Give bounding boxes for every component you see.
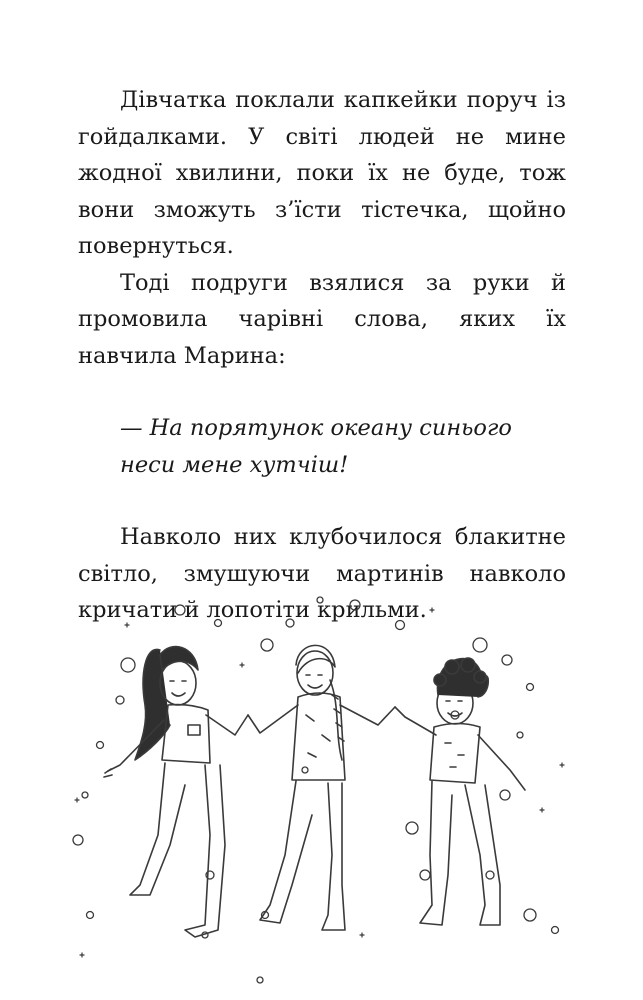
quote-dash: — [120, 415, 143, 441]
girl-right-figure [395, 658, 525, 925]
quote-line-1: На порятунок океану синього [149, 415, 512, 441]
girl-middle-figure [248, 645, 395, 930]
paragraph-3: Навколо них клубочилося блакитне світло, змушуючи мартинів навколо кричати й лопотіти крильми. [78, 524, 566, 623]
three-girls-holding-hands-illustration [60, 585, 590, 995]
paragraph-2: Тоді подруги взялися за руки й промовила чарівні слова, яких їх навчила Марина: [78, 269, 566, 369]
quote-line-2: неси мене хутчіш! [120, 451, 349, 478]
girl-left-figure [104, 647, 248, 937]
paragraph-1: Дівчатка поклали капкейки поруч із гойдалками. У світі людей не мине жодної хвилини, поки їх не буде, тож вони зможуть з’їсти тістечка, щойно повернуться. [78, 87, 566, 259]
page-text [78, 82, 566, 629]
incantation-quote [78, 410, 566, 483]
